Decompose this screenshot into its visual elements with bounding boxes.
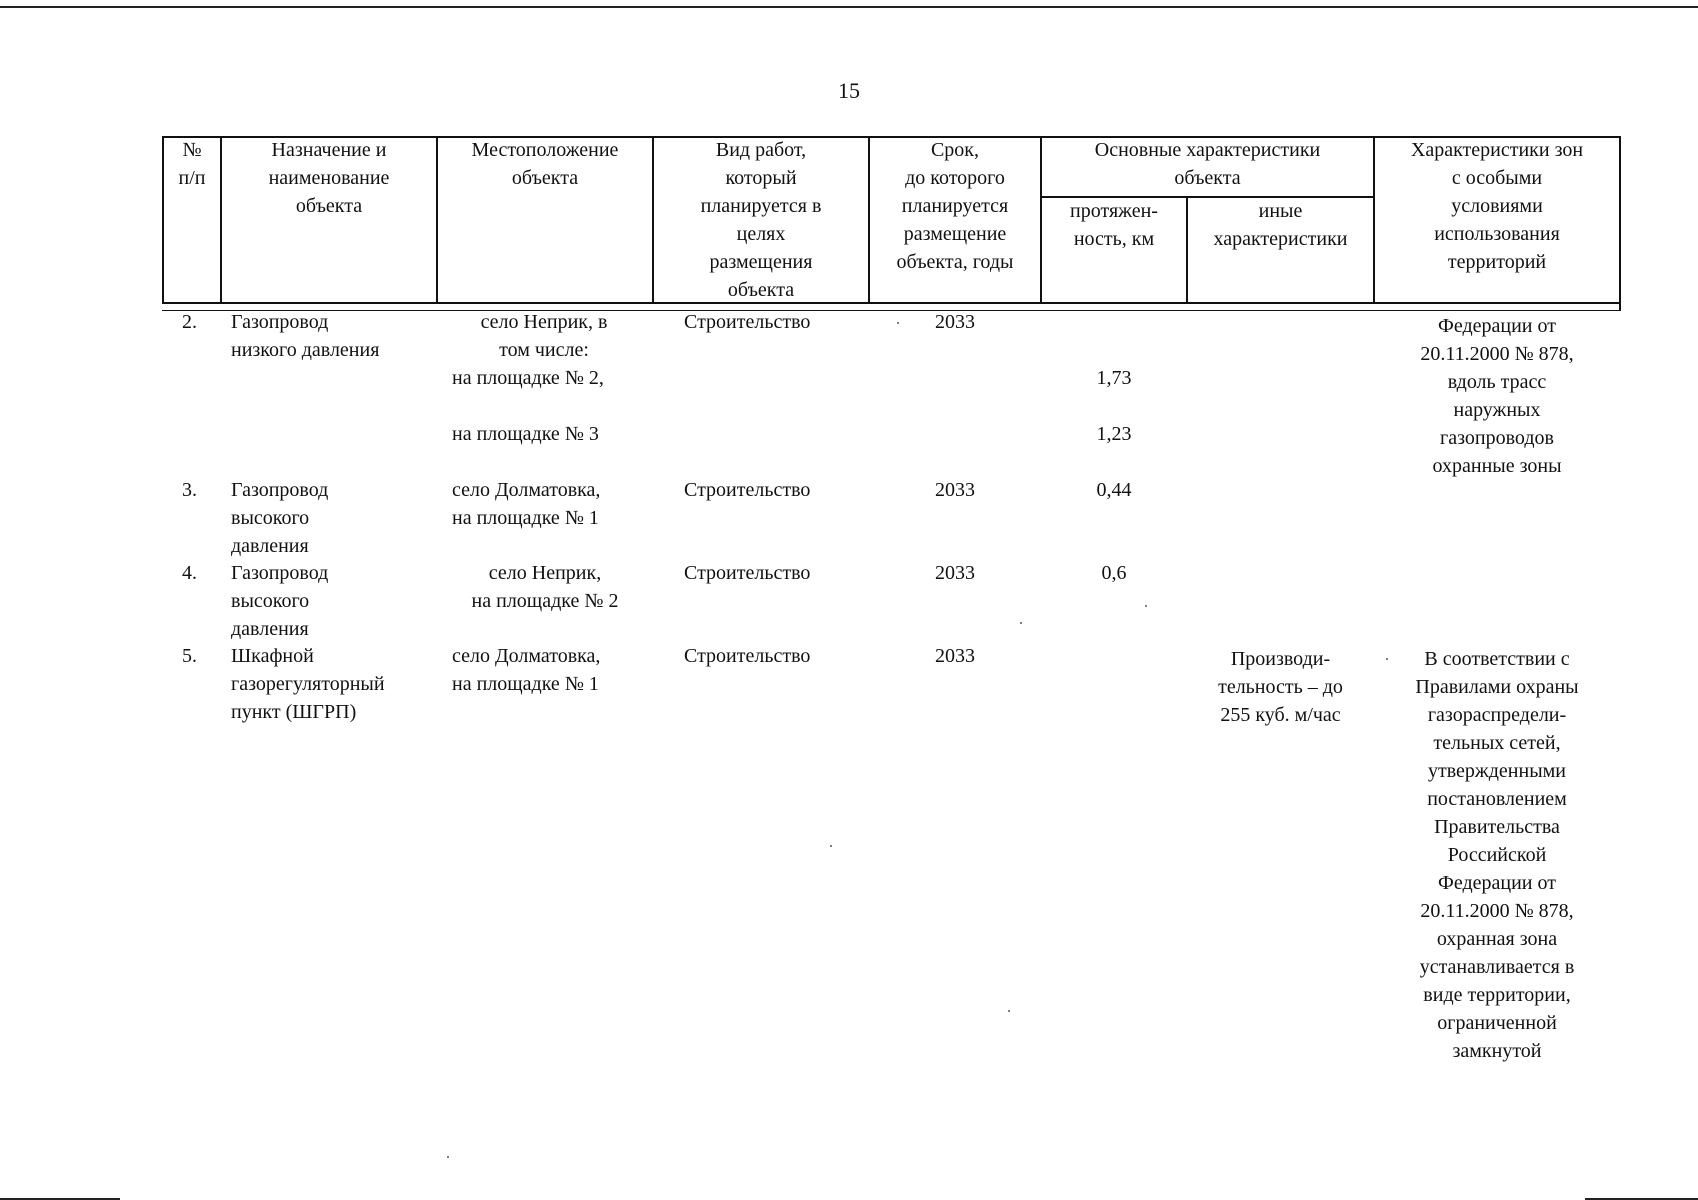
- header-num: № п/п: [178, 139, 206, 189]
- row-term: 2033: [935, 479, 975, 501]
- row-location: село Неприк, в том числе:: [480, 311, 608, 361]
- scan-speck: [1020, 622, 1022, 624]
- row-sublocation: на площадке № 3: [452, 423, 599, 445]
- row-number: 5.: [182, 645, 197, 667]
- row-work-type: Строительство: [684, 479, 811, 501]
- row-zones: В соответствии с Правилами охраны газораспредели- тельных сетей, утвержденными постановлением Правительства Российской Федерации от 20.11.2000 № 878, охранная зона устанавливается в виде территории, ограниченной замкнутой: [1415, 648, 1579, 1062]
- scan-edge-top: [0, 6, 1698, 8]
- scan-speck: [830, 845, 832, 847]
- row-term: 2033: [935, 311, 975, 333]
- header-name: Назначение и наименование объекта: [268, 139, 390, 217]
- row-name: Газопровод высокого давления: [231, 479, 329, 557]
- row-work-type: Строительство: [684, 562, 811, 584]
- row-work-type: Строительство: [684, 311, 811, 333]
- scan-speck: [447, 1156, 449, 1158]
- header-zones: Характеристики зон с особыми условиями использования территорий: [1410, 139, 1584, 273]
- row-number: 2.: [182, 311, 197, 333]
- row-name: Шкафной газорегуляторный пункт (ШГРП): [231, 645, 385, 723]
- header-term: Срок, до которого планируется размещение объекта, годы: [896, 139, 1014, 273]
- header-main-characteristics: Основные характеристики объекта: [1094, 139, 1321, 189]
- row-work-type: Строительство: [684, 645, 811, 667]
- header-location: Местоположение объекта: [471, 139, 619, 189]
- row-name: Газопровод низкого давления: [231, 311, 380, 361]
- header-length: протяжен- ность, км: [1070, 200, 1158, 250]
- header-other-characteristics: иные характеристики: [1213, 200, 1348, 250]
- row-number: 3.: [182, 479, 197, 501]
- row-length: 0,44: [1096, 479, 1132, 501]
- row-sublocation: на площадке № 2,: [452, 367, 604, 389]
- row-location: село Долматовка, на площадке № 1: [452, 645, 601, 695]
- row-location: село Долматовка, на площадке № 1: [452, 479, 601, 529]
- scan-speck: [1145, 605, 1147, 607]
- scan-speck: [897, 322, 899, 324]
- scan-speck: [1008, 1010, 1010, 1012]
- row-term: 2033: [935, 562, 975, 584]
- row-length: 0,6: [1101, 562, 1127, 584]
- header-work-type: Вид работ, который планируется в целях размещения объекта: [700, 139, 822, 301]
- page-number: 15: [838, 78, 860, 103]
- row-length: 1,23: [1096, 423, 1132, 445]
- scan-speck: [1386, 658, 1388, 660]
- row-location: село Неприк, на площадке № 2: [471, 562, 619, 612]
- row-number: 4.: [182, 562, 197, 584]
- row-zones: Федерации от 20.11.2000 № 878, вдоль трасс наружных газопроводов охранные зоны: [1420, 315, 1574, 477]
- row-term: 2033: [935, 645, 975, 667]
- row-other-characteristics: Производи- тельность – до 255 куб. м/час: [1218, 648, 1343, 726]
- row-name: Газопровод высокого давления: [231, 562, 329, 640]
- row-length: 1,73: [1096, 367, 1132, 389]
